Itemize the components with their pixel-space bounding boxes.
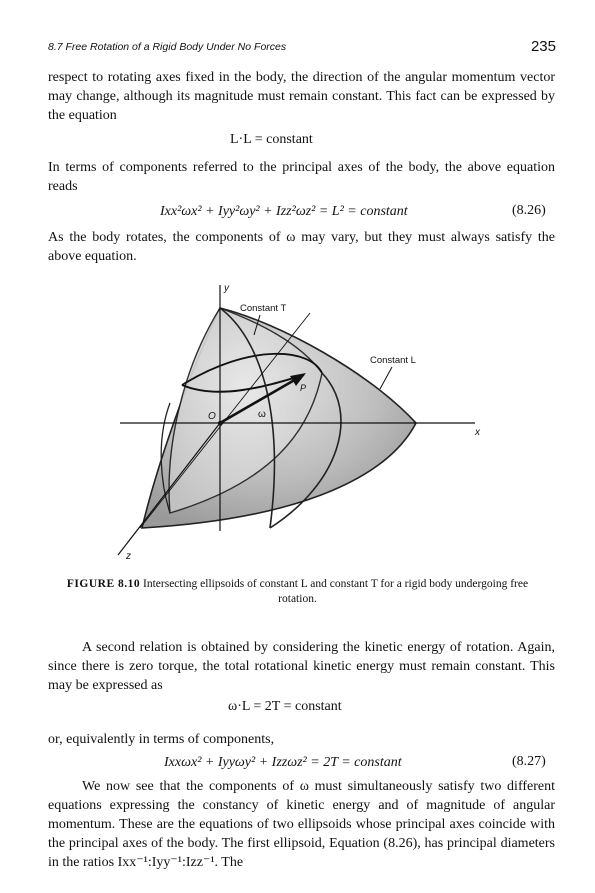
caption-number: FIGURE 8.10 [66, 578, 141, 590]
figure-caption [60, 577, 535, 607]
x-axis-label: x [475, 427, 480, 438]
paragraph-components: In terms of components referred to the principal axes of the body, the above equation reads [48, 160, 555, 194]
page-number: 235 [530, 38, 556, 55]
paragraph-body-rotates: As the body rotates, the components of ω may vary, but they must always satisfy the above equation. [48, 230, 555, 264]
equation-number-8-27: (8.27) [512, 754, 546, 769]
paragraph-equivalently: or, equivalently in terms of components, [48, 732, 275, 747]
constant-l-pointer [380, 367, 392, 389]
paragraph-two-ellipsoids: We now see that the components of ω must simultaneously satisfy two different equations expressing the constancy of kinetic energy and of magnitude of angular momentum. These are the equations of two ellipsoids whose principal axes coincide with the principal axes of the body. The first ellipsoid, Equation (8.26), has principal diameters in the ratios Ixx⁻¹:Iyy⁻¹:Izz⁻¹. The [48, 779, 555, 870]
constant-l-label: Constant L [370, 355, 416, 366]
point-p-label: P [300, 383, 307, 393]
z-axis-label: z [126, 551, 131, 562]
origin-point [218, 421, 222, 425]
paragraph-angular-momentum: respect to rotating axes fixed in the body, the direction of the angular momentum vector may change, although its magnitude must remain constant. This fact can be expressed by the equation [48, 70, 555, 123]
equation-l-dot-l: L·L = constant [230, 132, 313, 147]
running-head [48, 38, 556, 58]
caption-text: Intersecting ellipsoids of constant L and constant T for a rigid body undergoing free rotation. [143, 578, 529, 605]
omega-label: ω [258, 409, 266, 420]
y-axis-label: y [224, 283, 229, 294]
figure-intersecting-ellipsoids [110, 283, 490, 568]
paragraph-kinetic-energy: A second relation is obtained by considering the kinetic energy of rotation. Again, since there is zero torque, the total rotational kinetic energy must remain constant. This may be expressed as [48, 640, 555, 693]
equation-8-27: Ixxωx² + Iyyωy² + Izzωz² = 2T = constant [164, 755, 402, 770]
equation-number-8-26: (8.26) [512, 203, 546, 218]
equation-omega-dot-l: ω·L = 2T = constant [228, 699, 342, 714]
origin-label: O [208, 411, 216, 422]
section-title: 8.7 Free Rotation of a Rigid Body Under No Forces [48, 41, 287, 53]
constant-t-label: Constant T [240, 303, 287, 314]
equation-8-26: Ixx²ωx² + Iyy²ωy² + Izz²ωz² = L² = constant [160, 204, 408, 219]
